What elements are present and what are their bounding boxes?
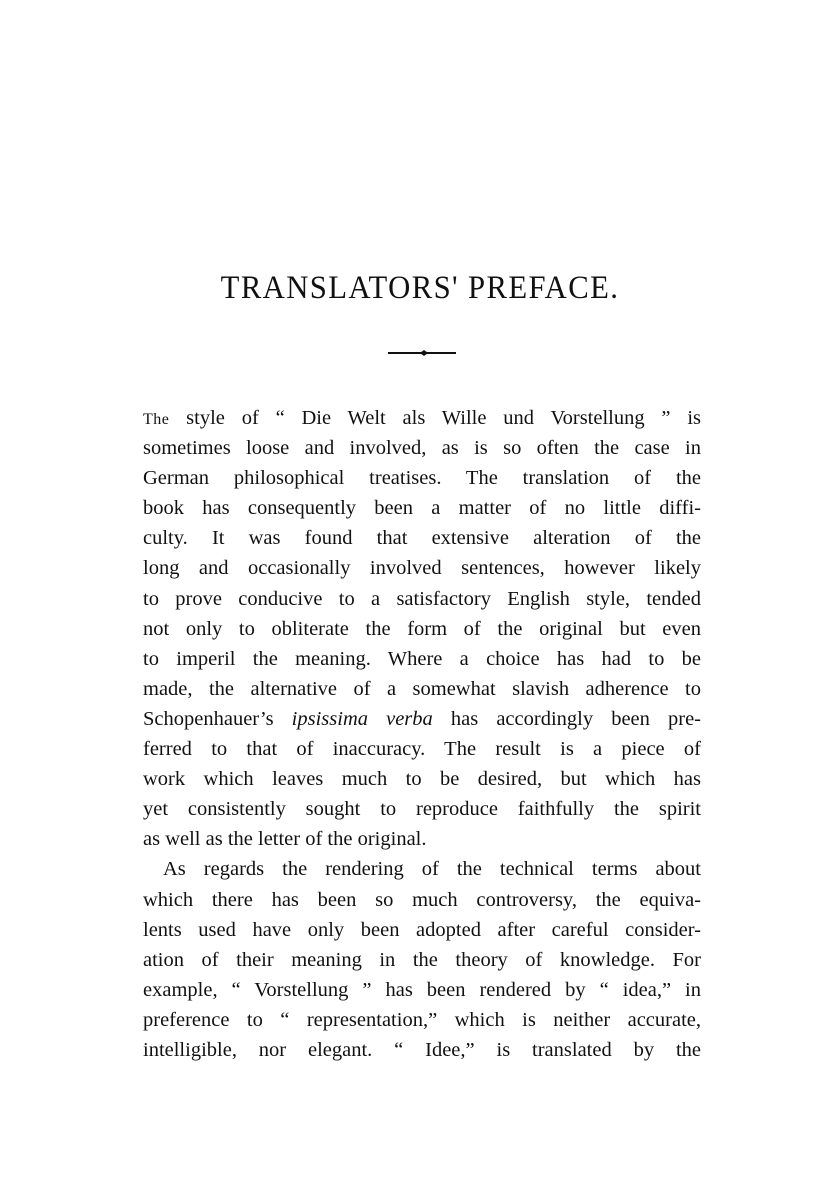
text-line <box>143 403 701 433</box>
text-line: example, “ Vorstellung ” has been rendered by “ idea,” in <box>143 978 701 1001</box>
text-line: intelligible, nor elegant. “ Idee,” is translated by the <box>143 1038 701 1061</box>
italic-phrase: ipsissima verba <box>291 707 433 730</box>
text-line: lents used have only been adopted after careful consider- <box>143 918 701 941</box>
line-text-pre: Schopenhauer’s <box>143 707 292 730</box>
text-line: made, the alternative of a somewhat slavish adherence to <box>143 677 701 700</box>
line-text-post: has accordingly been pre- <box>432 707 701 730</box>
lead-small-caps: The <box>143 411 170 428</box>
text-line: German philosophical treatises. The translation of the <box>143 467 701 490</box>
text-line: which there has been so much controversy, the equiva- <box>143 888 701 911</box>
text-line: to prove conducive to a satisfactory English style, tended <box>143 587 701 610</box>
title-ornament <box>388 348 456 358</box>
line-text: style of “ Die Welt als Wille und Vorstellung ” is <box>169 407 701 429</box>
text-line: work which leaves much to be desired, but which has <box>143 768 701 791</box>
text-line: preference to “ representation,” which is neither accurate, <box>143 1008 701 1031</box>
text-line: long and occasionally involved sentences, however likely <box>143 557 701 580</box>
text-line: to imperil the meaning. Where a choice has had to be <box>143 647 701 670</box>
text-line <box>143 704 701 734</box>
text-line: culty. It was found that extensive alteration of the <box>143 527 701 550</box>
text-line: as well as the letter of the original. <box>143 828 427 851</box>
text-line: sometimes loose and involved, as is so often the case in <box>143 437 701 460</box>
ornament-diamond <box>420 350 428 356</box>
text-line: not only to obliterate the form of the original but even <box>143 617 701 640</box>
text-line: ferred to that of inaccuracy. The result is a piece of <box>143 738 701 761</box>
page-title: TRANSLATORS' PREFACE. <box>220 270 620 306</box>
text-line: book has consequently been a matter of no little diffi- <box>143 497 701 520</box>
text-line: As regards the rendering of the technical terms about <box>163 858 701 881</box>
preface-body <box>143 403 701 1065</box>
text-line: yet consistently sought to reproduce faithfully the spirit <box>143 798 701 821</box>
text-line: ation of their meaning in the theory of knowledge. For <box>143 948 701 971</box>
